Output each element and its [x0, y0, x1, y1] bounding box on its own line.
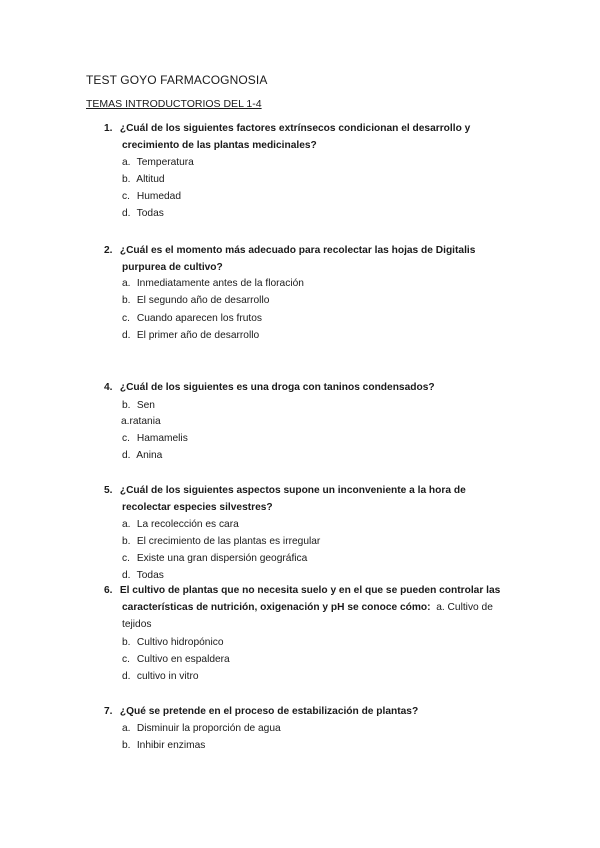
question-text: ¿Qué se pretende en el proceso de estabilización de plantas? [119, 706, 419, 717]
question-number: 2. [104, 245, 113, 256]
question-text-cont: crecimiento de las plantas medicinales? [122, 140, 317, 151]
answer-option: b. Altitud [122, 174, 165, 185]
answer-option: a. La recolección es cara [122, 519, 239, 530]
answer-option: b. El crecimiento de las plantas es irregular [122, 536, 321, 547]
answer-option: d. Anina [122, 450, 163, 461]
answer-option: d. Todas [122, 208, 164, 219]
answer-option: b. Sen [122, 400, 155, 411]
question-7 [104, 703, 524, 720]
question-number: 1. [104, 123, 113, 134]
question-number: 6. [104, 585, 113, 596]
answer-option-inline-cont: tejidos [122, 619, 152, 630]
question-1 [104, 120, 524, 154]
answer-option: b. Inhibir enzimas [122, 740, 206, 751]
question-number: 7. [104, 706, 113, 717]
answer-option: b. Cultivo hidropónico [122, 637, 224, 648]
answer-option: d. Todas [122, 570, 164, 581]
question-6 [104, 582, 544, 633]
question-text: ¿Cuál de los siguientes aspectos supone un inconveniente a la hora de [119, 485, 466, 496]
question-text-cont: características de nutrición, oxigenación y pH se conoce cómo: a. Cultivo de [122, 602, 493, 613]
question-4 [104, 379, 524, 396]
answer-option: c. Hamamelis [122, 433, 188, 444]
question-text-cont: purpurea de cultivo? [122, 262, 223, 273]
question-number: 5. [104, 485, 113, 496]
question-number: 4. [104, 382, 113, 393]
question-text: ¿Cuál de los siguientes es una droga con taninos condensados? [119, 382, 435, 393]
answer-option: a. Inmediatamente antes de la floración [122, 278, 304, 289]
answer-option: a. Temperatura [122, 157, 194, 168]
answer-option: a.ratania [121, 416, 161, 427]
question-text-cont: recolectar especies silvestres? [122, 502, 273, 513]
question-text: ¿Cuál de los siguientes factores extrínsecos condicionan el desarrollo y [119, 123, 471, 134]
answer-option: d. El primer año de desarrollo [122, 330, 260, 341]
answer-option: c. Cuando aparecen los frutos [122, 313, 263, 324]
question-text: ¿Cuál es el momento más adecuado para recolectar las hojas de Digitalis [119, 245, 476, 256]
question-2 [104, 242, 524, 276]
document-title: TEST GOYO FARMACOGNOSIA [86, 73, 268, 87]
section-heading: TEMAS INTRODUCTORIOS DEL 1-4 [86, 98, 262, 110]
answer-option-inline: a. Cultivo de [436, 602, 493, 613]
answer-option: b. El segundo año de desarrollo [122, 295, 270, 306]
answer-option: c. Cultivo en espaldera [122, 654, 230, 665]
answer-option: d. cultivo in vitro [122, 671, 199, 682]
question-5 [104, 482, 524, 516]
answer-option: c. Humedad [122, 191, 182, 202]
answer-option: c. Existe una gran dispersión geográfica [122, 553, 308, 564]
question-text: El cultivo de plantas que no necesita suelo y en el que se pueden controlar las [119, 585, 501, 596]
answer-option: a. Disminuir la proporción de agua [122, 723, 281, 734]
